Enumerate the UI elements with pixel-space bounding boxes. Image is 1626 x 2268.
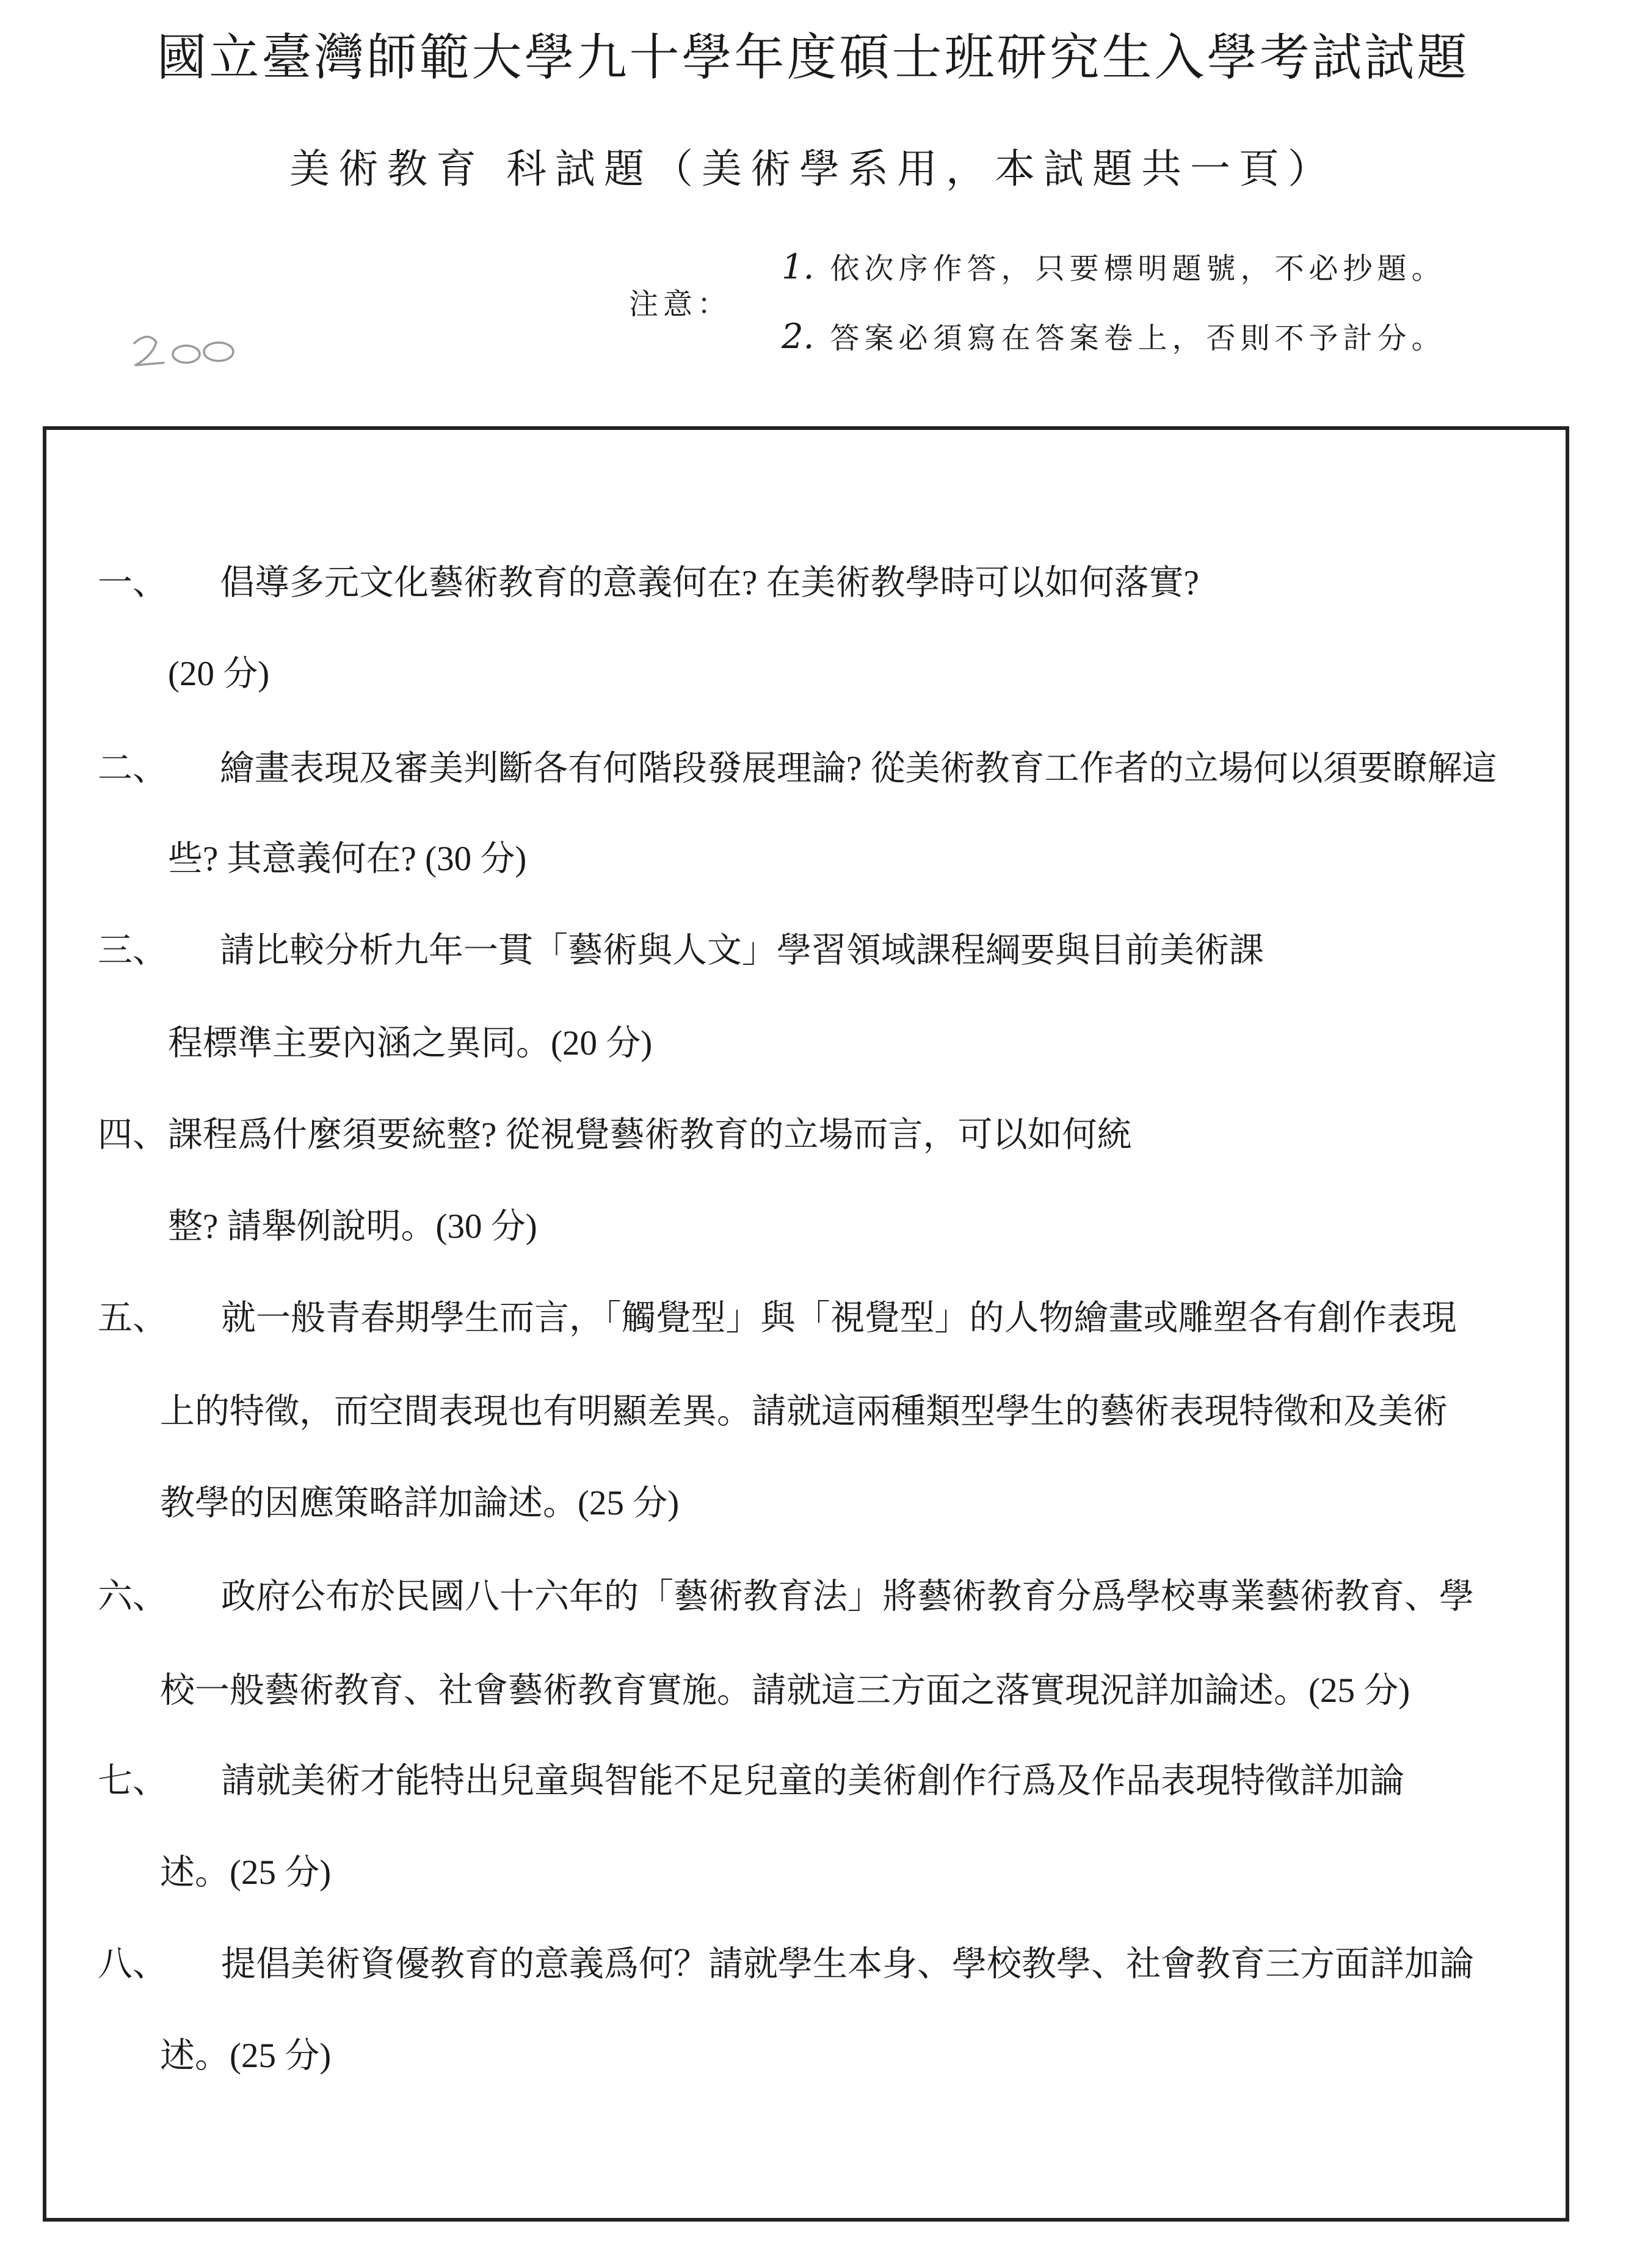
exam-subtitle: 美術教育 科試題（美術學系用，本試題共一頁） [289,145,1337,192]
exam-title: 國立臺灣師範大學九十學年度碩士班研究生入學考試試題 [156,29,1470,87]
question-text-line: 政府公布於民國八十六年的「藝術教育法」將藝術教育分爲學校專業藝術教育、學 [221,1577,1474,1616]
question-number: 八、 [98,1945,167,1983]
question-number: 五、 [98,1299,167,1337]
notice-label: 注意： [629,287,732,321]
question-text-line: 程標準主要內涵之異同。(20 分) [168,1024,653,1063]
question-text-line: 倡導多元文化藝術教育的意義何在? 在美術教學時可以如何落實? [220,564,1199,602]
question-text-line: 述。(25 分) [160,1853,332,1892]
question-text-line: 些? 其意義何在? (30 分) [168,840,527,878]
question-text-line: 述。(25 分) [160,2037,332,2075]
notice-item-number: 1. [782,247,815,287]
question-text-line: 提倡美術資優教育的意義爲何？請就學生本身、學校教學、社會教育三方面詳加論 [221,1945,1474,1983]
question-number: 六、 [98,1577,167,1616]
question-text-line: 繪畫表現及審美判斷各有何階段發展理論? 從美術教育工作者的立場何以須要瞭解這 [220,749,1497,788]
question-number: 三、 [98,931,167,970]
question-text-line: 校一般藝術教育、社會藝術教育實施。請就這三方面之落實現況詳加論述。(25 分) [160,1671,1410,1710]
notice-item-number: 2. [782,317,815,357]
question-text-line: 就一般青春期學生而言，「觸覺型」與「視覺型」的人物繪畫或雕塑各有創作表現 [221,1299,1457,1337]
notice-item [782,249,1445,287]
question-number: 七、 [98,1762,167,1800]
question-text-line: 整? 請舉例說明。(30 分) [168,1207,537,1246]
question-text-line: 教學的因應策略詳加論述。(25 分) [160,1484,680,1522]
question-text-line: 請比較分析九年一貫「藝術與人文」學習領域課程綱要與目前美術課 [220,931,1264,970]
question-text-line: (20 分) [168,655,270,693]
question-text-line: 請就美術才能特出兒童與智能不足兒童的美術創作行爲及作品表現特徵詳加論 [221,1762,1404,1800]
question-number: 二、 [98,749,167,788]
question-number: 一、 [98,564,167,602]
notice-item-text: 依次序作答，只要標明題號，不必抄題。 [830,252,1446,286]
question-text-line: 上的特徵，而空間表現也有明顯差異。請就這兩種類型學生的藝術表現特徵和及美術 [160,1392,1448,1431]
question-number: 四、 [98,1116,167,1154]
question-text-line: 課程爲什麼須要統整? 從視覺藝術教育的立場而言，可以如何統 [168,1116,1132,1154]
notice-item [782,319,1445,357]
notice-item-text: 答案必須寫在答案卷上，否則不予計分。 [830,321,1446,355]
handwritten-score-mark [128,330,238,373]
